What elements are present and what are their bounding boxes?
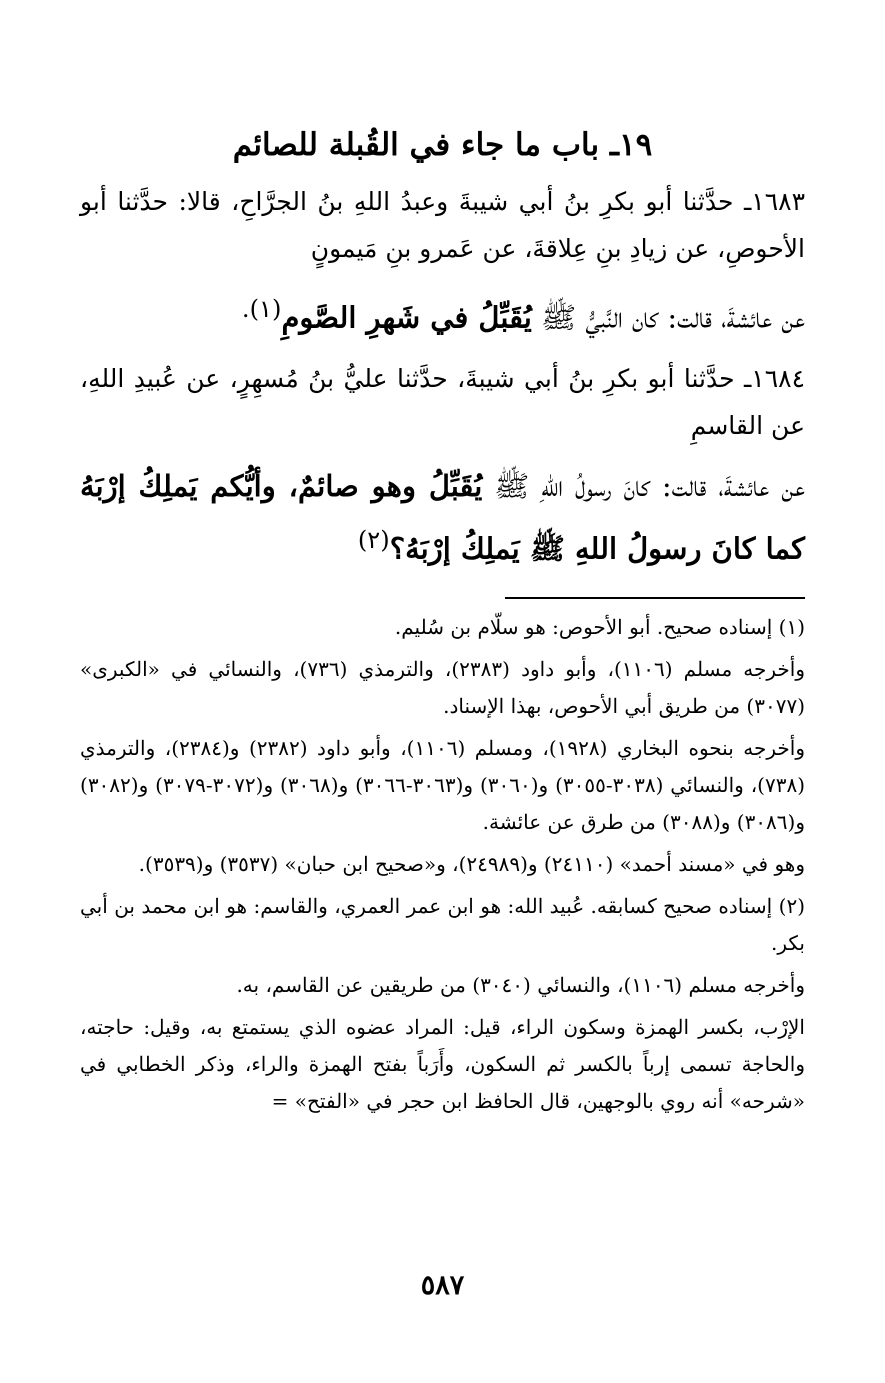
footnote-divider	[505, 597, 805, 599]
hadith-matn	[80, 282, 805, 345]
chapter-title: ١٩ـ باب ما جاء في القُبلة للصائم	[232, 127, 653, 163]
hadith-1683	[80, 178, 805, 345]
hadith-isnad: ١٦٨٣ـ حدَّثنا أبو بكرِ بنُ أبي شيبةَ وعبدُ اللهِ بنُ الجرَّاحِ، قالا: حدَّثنا أبو الأحوصِ، عن زيادِ بنِ عِلاقةَ، عن عَمرو بنِ مَيمونٍ	[80, 187, 805, 263]
footnote-paragraph: وأخرجه بنحوه البخاري (١٩٢٨)، ومسلم (١١٠٦)، وأبو داود (٢٣٨٢) و(٢٣٨٤)، والترمذي (٧٣٨)، والنسائي (٣٠٣٨-٣٠٥٥) و(٣٠٦٠) و(٣٠٦٣-٣٠٦٦) و(٣٠٦٨) و(٣٠٧٢-٣٠٧٩) و(٣٠٨٢) و(٣٠٨٦) و(٣٠٨٨) من طرق عن عائشة.	[80, 736, 806, 835]
footnotes	[80, 609, 805, 1120]
matn-prophetic-text: يُقَبِّلُ وهو صائمٌ، وأيُّكم يَملِكُ إرْبَهُ كما كانَ رسولُ اللهِ ﷺ يَملِكُ إرْبَهُ؟	[80, 468, 805, 566]
matn-intro: عن عائشةَ، قالت: كان النَّبيُّ ﷺ	[531, 300, 805, 335]
footnote-ref: (١).	[241, 295, 282, 323]
matn-intro: عن عائشةَ، قالت: كانَ رسولُ اللهِ ﷺ	[482, 468, 805, 503]
footnote-paragraph: (٢) إسناده صحيح كسابقه. عُبيد الله: هو ابن عمر العمري، والقاسم: هو ابن محمد بن أبي بكر.	[80, 894, 805, 956]
hadith-isnad: ١٦٨٤ـ حدَّثنا أبو بكرِ بنُ أبي شيبةَ، حدَّثنا عليُّ بنُ مُسهِرٍ، عن عُبيدِ اللهِ، عن القاسمِ	[80, 363, 805, 440]
footnote-paragraph: وهو في «مسند أحمد» (٢٤١١٠) و(٢٤٩٨٩)، و«صحيح ابن حبان» (٣٥٣٧) و(٣٥٣٩).	[138, 852, 805, 877]
footnote-ref: (٢)	[357, 525, 390, 554]
footnote-paragraph: وأخرجه مسلم (١١٠٦)، والنسائي (٣٠٤٠) من طريقين عن القاسم، به.	[236, 973, 805, 998]
hadith-matn	[80, 459, 805, 576]
footnote-paragraph: وأخرجه مسلم (١١٠٦)، وأبو داود (٢٣٨٣)، والترمذي (٧٣٦)، والنسائي في «الكبرى» (٣٠٧٧) من طريق أبي الأحوص، بهذا الإسناد.	[80, 657, 806, 719]
hadith-1684	[80, 355, 805, 576]
footnote-paragraph: الإرْب، بكسر الهمزة وسكون الراء، قيل: المراد عضوه الذي يستمتع به، وقيل: حاجته، والحاجة تسمى إرباً بالكسر ثم السكون، وأَرَباً بفتح الهمزة والراء، وذكر الخطابي في «شرحه» أنه روي بالوجهين، قال الحافظ ابن حجر في «الفتح» =	[80, 1015, 805, 1114]
page-number: ٥٨٧	[420, 1270, 465, 1301]
footnote-paragraph: (١) إسناده صحيح. أبو الأحوص: هو سلّام بن سُليم.	[394, 615, 805, 640]
page-content	[80, 120, 805, 1360]
matn-prophetic-text: يُقَبِّلُ في شَهرِ الصَّومِ	[281, 300, 532, 335]
